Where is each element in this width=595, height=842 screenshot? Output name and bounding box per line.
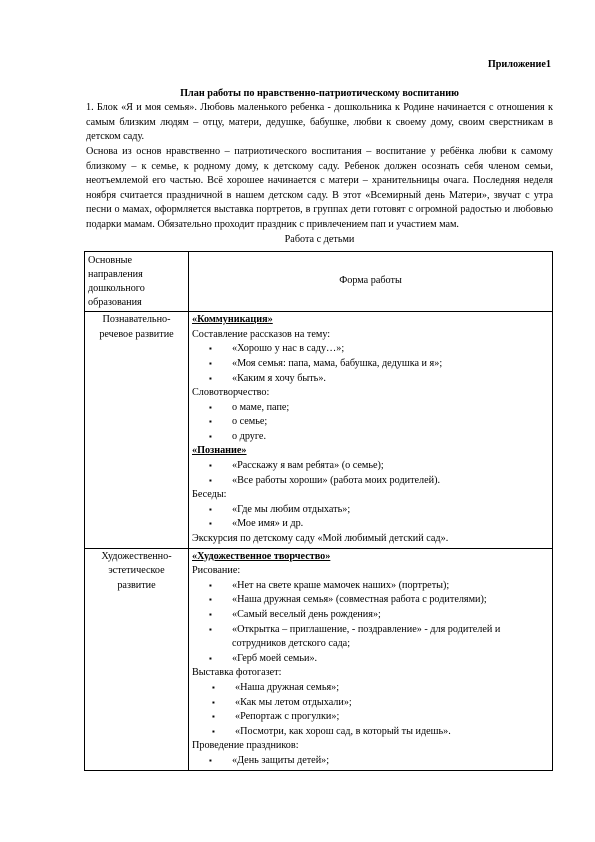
list-item: ▪ «Расскажу я вам ребята» (о семье);: [192, 459, 549, 474]
list-item: ▪ о друге.: [192, 430, 549, 445]
list-item: ▪ о маме, папе;: [192, 401, 549, 416]
list-item: ▪ «Где мы любим отдыхать»;: [192, 503, 549, 518]
drawing-list: [192, 579, 549, 667]
list-item: ▪ «Открытка – приглашение, - поздравление» - для родителей и сотрудников детского сада;: [192, 623, 549, 652]
table-row: [85, 312, 553, 549]
document-page: [86, 58, 553, 771]
list-item: ▪ «Хорошо у нас в саду…»;: [192, 342, 549, 357]
list-item: ▪ о семье;: [192, 415, 549, 430]
work-with-children-title: Работа с детьми: [284, 233, 355, 245]
section-artistic-creativity: «Художественное творчество»: [192, 550, 331, 562]
work-forms-cell: [189, 548, 553, 770]
photo-exhibition-list: [192, 681, 549, 739]
intro-paragraph-2: Основа из основ нравственно – патриотического воспитания – воспитание у ребёнка любви к самому близкому – к семье, к родному дому, к детскому саду. Ребенок должен осознать себя членом семьи, неотъемлемой его частью. Всё хорошее начинается с матери – хранительницы очага. Последняя неделя ноября считается праздничной в нашем детском саду. В этот «Всемирный день Матери», звучат с утра песни о мамах, оформляется выставка портретов, в группах дети готовят с огромной радостью и любовью подарки мамам. Обязательно проходит праздник с привлечением пап и участием мам.: [86, 145, 553, 230]
word-creation-label: Словотворчество:: [192, 387, 270, 399]
list-item: ▪ «Моя семья: папа, мама, бабушка, дедушка и я»;: [192, 357, 549, 372]
list-item: ▪ «Самый веселый день рождения»;: [192, 608, 549, 623]
section-cognition: «Познание»: [192, 445, 247, 457]
holidays-list: [192, 754, 549, 769]
excursion-text: Экскурсия по детскому саду «Мой любимый детский сад».: [192, 533, 449, 545]
table-row: [85, 548, 553, 770]
intro-paragraph-1: 1. Блок «Я и моя семья». Любовь маленького ребенка - дошкольника к Родине начинается с отношения к самым близким людям – отцу, матери, дедушке, бабушке, любви к своему дому, своим сверстникам в детском саду.: [86, 102, 553, 143]
list-item: ▪ «Как мы летом отдыхали»;: [192, 696, 549, 711]
list-item: ▪ «Наша дружная семья» (совместная работа с родителями);: [192, 593, 549, 608]
talks-list: [192, 503, 549, 532]
holidays-label: Проведение праздников:: [192, 740, 299, 752]
stories-label: Составление рассказов на тему:: [192, 328, 331, 340]
section-communication: «Коммуникация»: [192, 314, 273, 326]
appendix-label: Приложение1: [487, 59, 551, 70]
direction-artistic-aesthetic: Художественно-эстетическое развитие: [85, 548, 189, 770]
list-item: ▪ «Все работы хороши» (работа моих родителей).: [192, 474, 549, 489]
header-work-form: Форма работы: [189, 252, 553, 312]
list-item: ▪ «Герб моей семьи».: [192, 652, 549, 667]
list-item: ▪ «Наша дружная семья»;: [192, 681, 549, 696]
direction-cognitive-speech: Познавательно-речевое развитие: [85, 312, 189, 549]
plan-title: План работы по нравственно-патриотическому воспитанию: [180, 87, 459, 99]
word-creation-list: [192, 401, 549, 445]
stories-list: [192, 342, 549, 386]
list-item: ▪ «Каким я хочу быть».: [192, 372, 549, 387]
list-item: ▪ «Посмотри, как хорош сад, в который ты идешь».: [192, 725, 549, 740]
list-item: ▪ «Репортаж с прогулки»;: [192, 710, 549, 725]
cognition-list: [192, 459, 549, 488]
list-item: ▪ «День защиты детей»;: [192, 754, 549, 769]
talks-label: Беседы:: [192, 489, 227, 501]
drawing-label: Рисование:: [192, 565, 241, 577]
list-item: ▪ «Нет на свете краше мамочек наших» (портреты);: [192, 579, 549, 594]
table-header-row: [85, 252, 553, 312]
work-forms-cell: [189, 312, 553, 549]
list-item: ▪ «Мое имя» и др.: [192, 517, 549, 532]
header-directions: Основные направления дошкольного образования: [85, 252, 189, 312]
photo-exhibition-label: Выставка фотогазет:: [192, 667, 282, 679]
work-forms-table: [84, 251, 553, 770]
